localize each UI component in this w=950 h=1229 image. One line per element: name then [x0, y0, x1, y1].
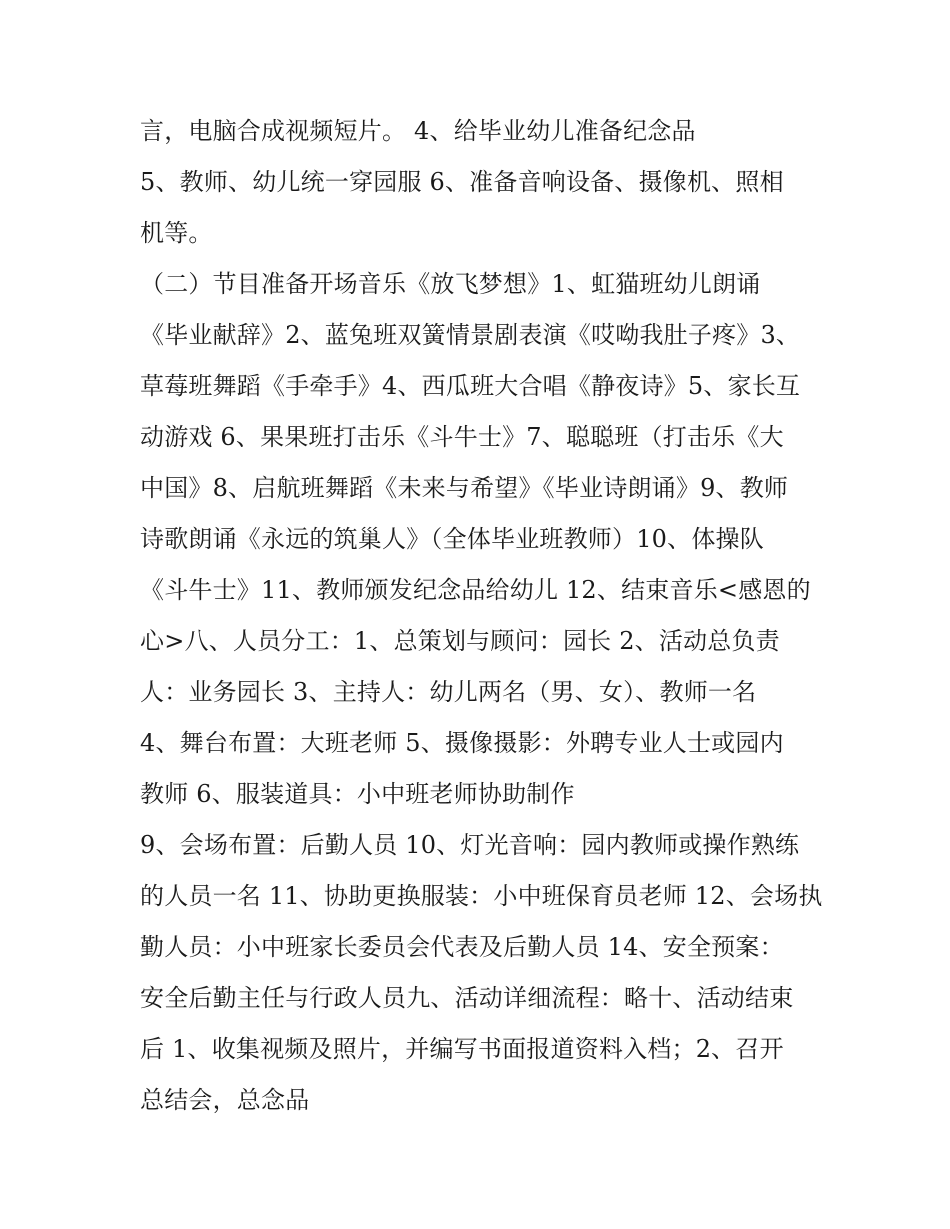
text-line: （二）节目准备开场音乐《放飞梦想》1、虹猫班幼儿朗诵 — [140, 270, 761, 298]
text-line: 的人员一名 11、协助更换服装：小中班保育员老师 12、会场执 — [140, 882, 823, 910]
text-line: 5、教师、幼儿统一穿园服 6、准备音响设备、摄像机、照相 — [140, 168, 784, 196]
text-line: 安全后勤主任与行政人员九、活动详细流程：略十、活动结束 — [140, 984, 794, 1012]
text-line: 言，电脑合成视频短片。 4、给毕业幼儿准备纪念品 — [140, 117, 696, 145]
body-text — [140, 106, 840, 1126]
text-line: 《毕业献辞》2、蓝兔班双簧情景剧表演《哎呦我肚子疼》3、 — [140, 321, 801, 349]
text-line: 中国》8、启航班舞蹈《未来与希望》《毕业诗朗诵》9、教师 — [140, 474, 789, 502]
text-line: 教师 6、服装道具：小中班老师协助制作 — [140, 780, 575, 808]
text-line: 动游戏 6、果果班打击乐《斗牛士》7、聪聪班（打击乐《大 — [140, 423, 784, 451]
text-line: 人：业务园长 3、主持人：幼儿两名（男、女）、教师一名 — [140, 678, 757, 706]
text-line: 草莓班舞蹈《手牵手》4、西瓜班大合唱《静夜诗》5、家长互 — [140, 372, 801, 400]
text-line: 诗歌朗诵《永远的筑巢人》（全体毕业班教师）10、体操队 — [140, 525, 764, 553]
text-line: 勤人员：小中班家长委员会代表及后勤人员 14、安全预案： — [140, 933, 784, 961]
text-line: 机等。 — [140, 219, 213, 247]
text-line: 心>八、人员分工：1、总策划与顾问：园长 2、活动总负责 — [140, 627, 780, 655]
text-line: 后 1、收集视频及照片，并编写书面报道资料入档；2、召开 — [140, 1035, 784, 1063]
text-line: 总结会，总念品 — [140, 1086, 310, 1114]
text-line: 9、会场布置：后勤人员 10、灯光音响：园内教师或操作熟练 — [140, 831, 800, 859]
text-line: 4、舞台布置：大班老师 5、摄像摄影：外聘专业人士或园内 — [140, 729, 784, 757]
text-line: 《斗牛士》11、教师颁发纪念品给幼儿 12、结束音乐<感恩的 — [140, 576, 811, 604]
